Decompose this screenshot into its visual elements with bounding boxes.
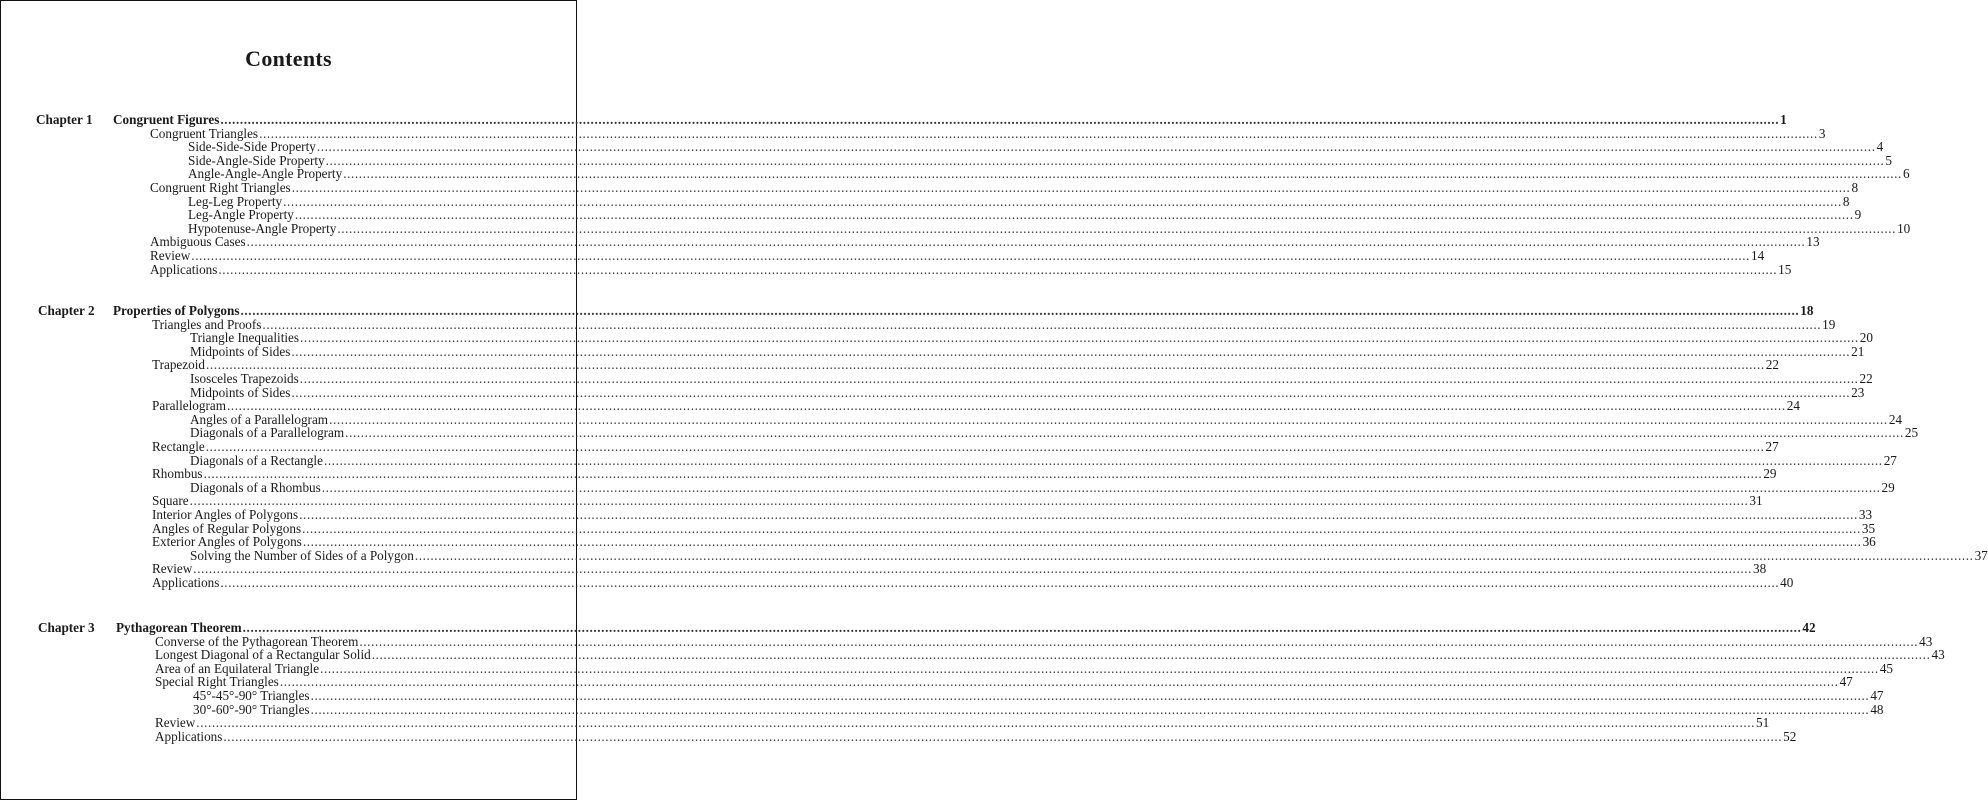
- toc-entry: [152, 439, 1779, 454]
- page-number: 43: [1919, 633, 1933, 649]
- toc-entry: [152, 575, 1794, 590]
- dot-leader: ................................................................................................................................................................................................................................................................................................................................................................................................................: [316, 139, 1876, 155]
- toc-entry: [150, 180, 1859, 195]
- page-number: 36: [1862, 534, 1876, 550]
- toc-entry: [150, 248, 1765, 263]
- page-number: 38: [1753, 561, 1767, 577]
- entry-title: Properties of Polygons: [113, 303, 240, 318]
- dot-leader: ................................................................................................................................................................................................................................................................................................................................................................................................................: [218, 261, 1778, 277]
- page-number: 21: [1851, 343, 1865, 359]
- dot-leader: ................................................................................................................................................................................................................................................................................................................................................................................................................: [320, 660, 1879, 676]
- page-number: 18: [1800, 303, 1814, 318]
- dot-leader: ................................................................................................................................................................................................................................................................................................................................................................................................................: [359, 633, 1919, 649]
- page-number: 10: [1897, 220, 1911, 236]
- chapter-label: Chapter 3: [38, 620, 95, 635]
- entry-title: 30°-60°-90° Triangles: [193, 701, 310, 717]
- entry-title: Diagonals of a Rectangle: [190, 452, 323, 468]
- entry-title: Solving the Number of Sides of a Polygon: [190, 547, 414, 563]
- dot-leader: ................................................................................................................................................................................................................................................................................................................................................................................................................: [220, 575, 1780, 590]
- page-number: 1: [1780, 112, 1787, 127]
- entry-title: Review: [152, 561, 193, 577]
- toc-entry: [152, 507, 1873, 522]
- dot-leader: ................................................................................................................................................................................................................................................................................................................................................................................................................: [414, 547, 1974, 563]
- page-number: 24: [1786, 398, 1800, 414]
- page-number: 6: [1902, 166, 1910, 182]
- page-number: 33: [1858, 507, 1873, 522]
- chapter-title-row: [113, 303, 1814, 318]
- entry-title: Parallelogram: [152, 398, 226, 414]
- dot-leader: ................................................................................................................................................................................................................................................................................................................................................................................................................: [242, 620, 1802, 635]
- dot-leader: ................................................................................................................................................................................................................................................................................................................................................................................................................: [323, 452, 1883, 468]
- page-number: 45: [1879, 660, 1893, 676]
- dot-leader: ................................................................................................................................................................................................................................................................................................................................................................................................................: [321, 479, 1881, 495]
- entry-title: Angles of Regular Polygons: [152, 520, 302, 536]
- entry-title: Special Right Triangles: [155, 674, 279, 690]
- entry-title: Applications: [150, 261, 218, 277]
- entry-title: Leg-Leg Property: [188, 193, 283, 209]
- dot-leader: ................................................................................................................................................................................................................................................................................................................................................................................................................: [196, 715, 1756, 731]
- entry-title: Rectangle: [152, 439, 205, 454]
- page-number: 23: [1851, 384, 1865, 400]
- page-number: 24: [1888, 411, 1902, 427]
- page-number: 13: [1806, 234, 1820, 250]
- chapter-title-row: [113, 112, 1787, 127]
- page-number: 8: [1842, 193, 1850, 209]
- entry-title: 45°-45°-90° Triangles: [193, 688, 310, 703]
- page-number: 40: [1780, 575, 1794, 590]
- dot-leader: ................................................................................................................................................................................................................................................................................................................................................................................................................: [191, 248, 1751, 263]
- page-number: 25: [1904, 425, 1919, 441]
- entry-title: Triangles and Proofs: [152, 316, 262, 332]
- entry-title: Congruent Triangles: [150, 125, 259, 141]
- page-number: 14: [1751, 248, 1765, 263]
- page-number: 47: [1870, 688, 1884, 703]
- entry-title: Rhombus: [152, 466, 203, 482]
- page-title: Contents: [245, 46, 332, 71]
- dot-leader: ................................................................................................................................................................................................................................................................................................................................................................................................................: [283, 193, 1842, 209]
- dot-leader: ................................................................................................................................................................................................................................................................................................................................................................................................................: [220, 112, 1780, 127]
- page-number: 19: [1822, 316, 1836, 332]
- dot-leader: ................................................................................................................................................................................................................................................................................................................................................................................................................: [206, 357, 1765, 373]
- dot-leader: ................................................................................................................................................................................................................................................................................................................................................................................................................: [291, 384, 1851, 400]
- entry-title: Triangle Inequalities: [190, 330, 300, 346]
- page-number: 35: [1861, 520, 1876, 536]
- page-number: 51: [1756, 715, 1770, 731]
- dot-leader: ................................................................................................................................................................................................................................................................................................................................................................................................................: [205, 439, 1765, 454]
- page-number: 52: [1783, 728, 1797, 744]
- entry-title: Applications: [152, 575, 220, 590]
- page-number: 27: [1765, 439, 1779, 454]
- entry-title: Side-Side-Side Property: [188, 139, 316, 155]
- entry-title: Side-Angle-Side Property: [188, 152, 325, 168]
- dot-leader: ................................................................................................................................................................................................................................................................................................................................................................................................................: [310, 701, 1870, 717]
- entry-title: Congruent Right Triangles: [150, 180, 291, 195]
- page-number: 3: [1818, 125, 1826, 141]
- dot-leader: ................................................................................................................................................................................................................................................................................................................................................................................................................: [223, 728, 1783, 744]
- dot-leader: ................................................................................................................................................................................................................................................................................................................................................................................................................: [299, 507, 1858, 522]
- entry-title: Isosceles Trapezoids: [190, 371, 299, 386]
- page-number: 29: [1881, 479, 1895, 495]
- dot-leader: ................................................................................................................................................................................................................................................................................................................................................................................................................: [294, 207, 1854, 223]
- dot-leader: ................................................................................................................................................................................................................................................................................................................................................................................................................: [240, 303, 1800, 318]
- page-number: 37: [1974, 547, 1988, 563]
- page-number: 9: [1854, 207, 1862, 223]
- dot-leader: ................................................................................................................................................................................................................................................................................................................................................................................................................: [337, 220, 1897, 236]
- entry-title: Review: [155, 715, 196, 731]
- dot-leader: ................................................................................................................................................................................................................................................................................................................................................................................................................: [246, 234, 1806, 250]
- page-number: 47: [1839, 674, 1853, 690]
- dot-leader: ................................................................................................................................................................................................................................................................................................................................................................................................................: [262, 316, 1822, 332]
- dot-leader: ................................................................................................................................................................................................................................................................................................................................................................................................................: [291, 343, 1851, 359]
- entry-title: Diagonals of a Parallelogram: [190, 425, 345, 441]
- entry-title: Interior Angles of Polygons: [152, 507, 299, 522]
- chapter-title-row: [116, 620, 1816, 635]
- dot-leader: ................................................................................................................................................................................................................................................................................................................................................................................................................: [279, 674, 1839, 690]
- page-number: 20: [1859, 330, 1873, 346]
- dot-leader: ................................................................................................................................................................................................................................................................................................................................................................................................................: [329, 411, 1888, 427]
- page-number: 22: [1765, 357, 1779, 373]
- page-number: 29: [1763, 466, 1777, 482]
- entry-title: Ambiguous Cases: [150, 234, 246, 250]
- dot-leader: ................................................................................................................................................................................................................................................................................................................................................................................................................: [343, 166, 1902, 182]
- entry-title: Angles of a Parallelogram: [190, 411, 329, 427]
- page-number: 5: [1885, 152, 1892, 168]
- dot-leader: ................................................................................................................................................................................................................................................................................................................................................................................................................: [345, 425, 1904, 441]
- entry-title: Review: [150, 248, 191, 263]
- page-number: 27: [1883, 452, 1897, 468]
- entry-title: Hypotenuse-Angle Property: [188, 220, 337, 236]
- entry-title: Leg-Angle Property: [188, 207, 294, 223]
- toc-entry: [190, 371, 1873, 386]
- dot-leader: ................................................................................................................................................................................................................................................................................................................................................................................................................: [203, 466, 1763, 482]
- entry-title: Longest Diagonal of a Rectangular Solid: [155, 647, 371, 663]
- dot-leader: ................................................................................................................................................................................................................................................................................................................................................................................................................: [291, 180, 1851, 195]
- entry-title: Angle-Angle-Angle Property: [188, 166, 343, 182]
- page-number: 42: [1802, 620, 1816, 635]
- dot-leader: ................................................................................................................................................................................................................................................................................................................................................................................................................: [193, 561, 1753, 577]
- page-number: 48: [1870, 701, 1884, 717]
- page-number: 22: [1859, 371, 1873, 386]
- entry-title: Square: [152, 493, 189, 509]
- dot-leader: ................................................................................................................................................................................................................................................................................................................................................................................................................: [302, 534, 1862, 550]
- entry-title: Exterior Angles of Polygons: [152, 534, 302, 550]
- entry-title: Pythagorean Theorem: [116, 620, 242, 635]
- dot-leader: ................................................................................................................................................................................................................................................................................................................................................................................................................: [259, 125, 1818, 141]
- entry-title: Congruent Figures: [113, 112, 220, 127]
- entry-title: Diagonals of a Rhombus: [190, 479, 321, 495]
- dot-leader: ................................................................................................................................................................................................................................................................................................................................................................................................................: [300, 330, 1859, 346]
- dot-leader: ................................................................................................................................................................................................................................................................................................................................................................................................................: [325, 152, 1885, 168]
- toc-entry: [193, 688, 1884, 703]
- dot-leader: ................................................................................................................................................................................................................................................................................................................................................................................................................: [302, 520, 1861, 536]
- entry-title: Midpoints of Sides: [190, 343, 291, 359]
- entry-title: Area of an Equilateral Triangle: [155, 660, 320, 676]
- page-number: 4: [1876, 139, 1884, 155]
- toc-entry: [150, 261, 1792, 277]
- page-number: 15: [1778, 261, 1792, 277]
- entry-title: Trapezoid: [152, 357, 205, 373]
- page-number: 43: [1931, 647, 1945, 663]
- dot-leader: ................................................................................................................................................................................................................................................................................................................................................................................................................: [310, 688, 1870, 703]
- dot-leader: ................................................................................................................................................................................................................................................................................................................................................................................................................: [189, 493, 1749, 509]
- page-number: 8: [1851, 180, 1859, 195]
- entry-title: Midpoints of Sides: [190, 384, 291, 400]
- entry-title: Converse of the Pythagorean Theorem: [155, 633, 359, 649]
- entry-title: Applications: [155, 728, 223, 744]
- chapter-label: Chapter 1: [36, 112, 93, 127]
- dot-leader: ................................................................................................................................................................................................................................................................................................................................................................................................................: [226, 398, 1786, 414]
- chapter-label: Chapter 2: [38, 303, 95, 318]
- dot-leader: ................................................................................................................................................................................................................................................................................................................................................................................................................: [371, 647, 1931, 663]
- toc-entry: [155, 728, 1797, 744]
- page-number: 31: [1749, 493, 1763, 509]
- dot-leader: ................................................................................................................................................................................................................................................................................................................................................................................................................: [299, 371, 1859, 386]
